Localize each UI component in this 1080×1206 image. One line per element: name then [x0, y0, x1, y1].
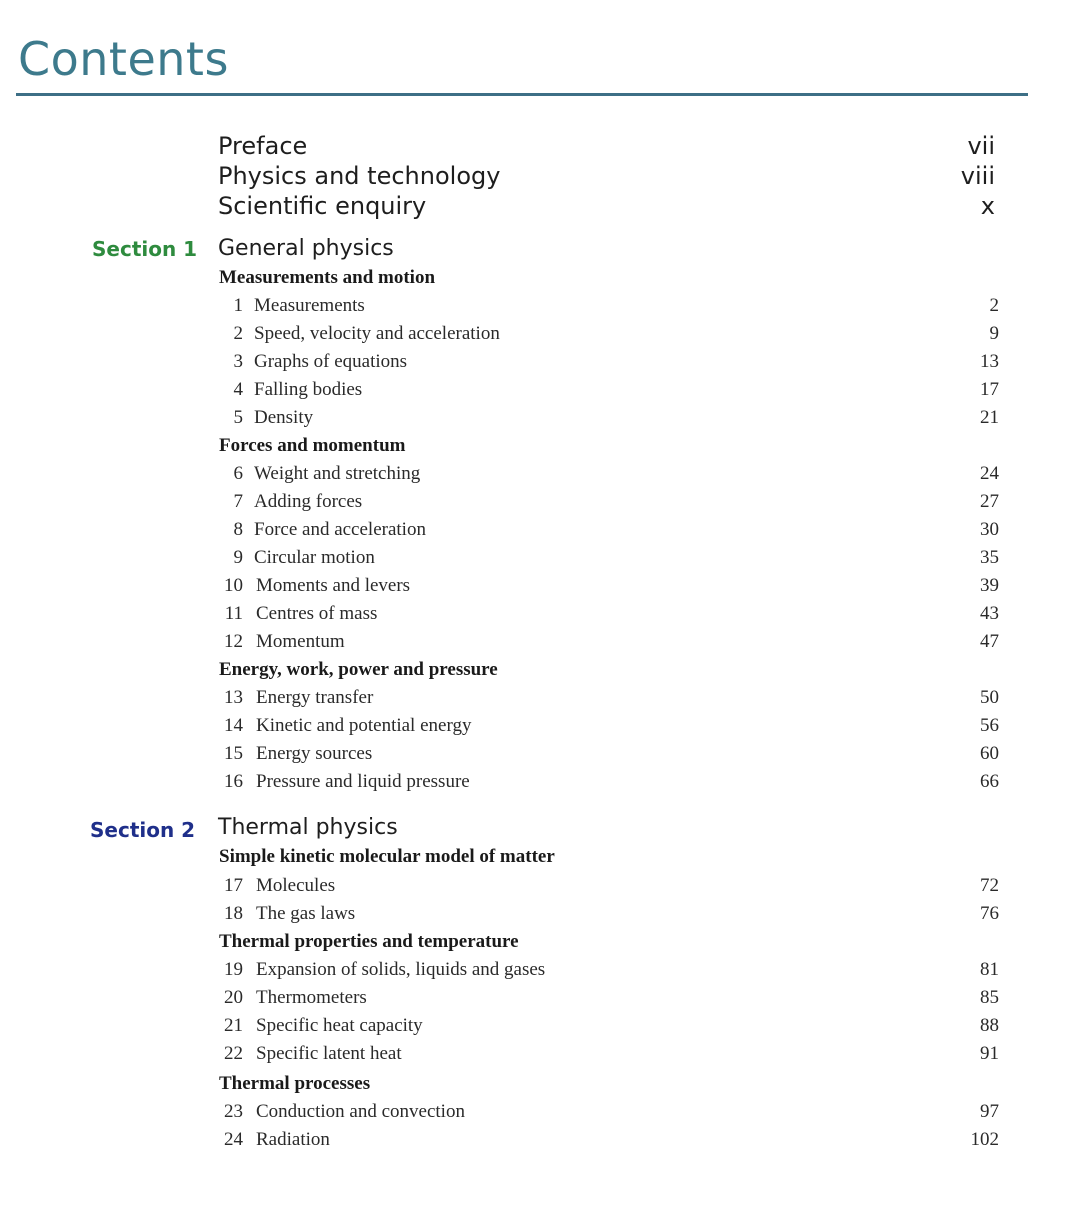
group-heading: Forces and momentum	[219, 435, 406, 456]
group-heading: Thermal processes	[219, 1073, 371, 1094]
chapter-page: 30	[980, 519, 999, 540]
chapter-page: 43	[980, 603, 999, 624]
chapter-page: 21	[980, 407, 999, 428]
chapter-page: 91	[980, 1043, 999, 1064]
chapter-number: 16	[224, 771, 243, 792]
chapter-number: 6	[233, 463, 243, 484]
section-1-label: Section 1	[92, 237, 198, 261]
chapter-entry[interactable]	[0, 460, 1080, 488]
chapter-entry[interactable]	[0, 628, 1080, 656]
chapter-page: 60	[980, 743, 999, 764]
chapter-entry[interactable]	[0, 320, 1080, 348]
chapter-entry[interactable]	[0, 516, 1080, 544]
chapter-title: Specific heat capacity	[256, 1015, 423, 1036]
chapter-title: Circular motion	[254, 547, 375, 568]
chapter-page: 76	[980, 903, 999, 924]
group-heading: Measurements and motion	[219, 267, 436, 288]
chapter-page: 35	[980, 547, 999, 568]
chapter-entry[interactable]	[0, 376, 1080, 404]
chapter-page: 81	[980, 959, 999, 980]
toc-entry-page: viii	[960, 162, 995, 190]
toc-entry-physics-and-technology[interactable]	[0, 161, 1080, 191]
chapter-page: 97	[980, 1101, 999, 1122]
chapter-entry[interactable]	[0, 872, 1080, 900]
chapter-entry[interactable]	[0, 1040, 1080, 1068]
chapter-entry[interactable]	[0, 348, 1080, 376]
chapter-number: 18	[224, 903, 243, 924]
chapter-entry[interactable]	[0, 1012, 1080, 1040]
chapter-page: 24	[980, 463, 999, 484]
section-2-title[interactable]: Thermal physics	[218, 815, 398, 840]
chapter-entry[interactable]	[0, 712, 1080, 740]
chapter-page: 17	[980, 379, 999, 400]
chapter-page: 88	[980, 1015, 999, 1036]
chapter-title: Kinetic and potential energy	[256, 715, 472, 736]
chapter-title: Force and acceleration	[254, 519, 426, 540]
chapter-entry[interactable]	[0, 768, 1080, 796]
chapter-page: 50	[980, 687, 999, 708]
chapter-number: 1	[233, 295, 243, 316]
toc-entry-preface[interactable]	[0, 131, 1080, 161]
title-divider	[16, 93, 1028, 96]
chapter-page: 85	[980, 987, 999, 1008]
chapter-page: 56	[980, 715, 999, 736]
chapter-entry[interactable]	[0, 1126, 1080, 1154]
chapter-number: 3	[233, 351, 243, 372]
chapter-number: 5	[233, 407, 243, 428]
group-heading: Energy, work, power and pressure	[219, 659, 498, 680]
section-2-label: Section 2	[90, 818, 196, 842]
chapter-entry[interactable]	[0, 740, 1080, 768]
toc-entry-page: vii	[967, 132, 995, 160]
chapter-number: 8	[233, 519, 243, 540]
chapter-page: 27	[980, 491, 999, 512]
chapter-title: Density	[254, 407, 314, 428]
page-title: Contents	[18, 32, 229, 86]
chapter-entry[interactable]	[0, 544, 1080, 572]
toc-entry-label: Scientific enquiry	[218, 192, 427, 220]
chapter-entry[interactable]	[0, 956, 1080, 984]
chapter-title: Energy transfer	[256, 687, 374, 708]
chapter-number: 22	[224, 1043, 243, 1064]
chapter-title: Energy sources	[256, 743, 373, 764]
chapter-number: 14	[224, 715, 243, 736]
chapter-entry[interactable]	[0, 684, 1080, 712]
toc-entry-label: Preface	[218, 132, 308, 160]
chapter-page: 39	[980, 575, 999, 596]
chapter-title: The gas laws	[256, 903, 356, 924]
chapter-entry[interactable]	[0, 292, 1080, 320]
chapter-entry[interactable]	[0, 900, 1080, 928]
chapter-number: 20	[224, 987, 243, 1008]
toc-entry-scientific-enquiry[interactable]	[0, 191, 1080, 221]
chapter-number: 4	[233, 379, 243, 400]
chapter-title: Molecules	[256, 875, 336, 896]
chapter-entry[interactable]	[0, 1098, 1080, 1126]
chapter-entry[interactable]	[0, 488, 1080, 516]
chapter-entry[interactable]	[0, 572, 1080, 600]
chapter-title: Measurements	[254, 295, 365, 316]
group-heading: Thermal properties and temperature	[219, 931, 519, 952]
chapter-entry[interactable]	[0, 984, 1080, 1012]
group-heading: Simple kinetic molecular model of matter	[219, 846, 555, 867]
toc-entry-label: Physics and technology	[218, 162, 501, 190]
chapter-number: 11	[224, 603, 243, 624]
chapter-title: Expansion of solids, liquids and gases	[256, 959, 546, 980]
chapter-number: 10	[224, 575, 243, 596]
chapter-number: 21	[224, 1015, 243, 1036]
chapter-number: 9	[233, 547, 243, 568]
chapter-title: Momentum	[256, 631, 345, 652]
chapter-page: 9	[989, 323, 999, 344]
chapter-title: Pressure and liquid pressure	[256, 771, 470, 792]
chapter-title: Graphs of equations	[254, 351, 408, 372]
chapter-title: Moments and levers	[256, 575, 411, 596]
chapter-title: Specific latent heat	[256, 1043, 402, 1064]
chapter-number: 7	[233, 491, 243, 512]
chapter-page: 72	[980, 875, 999, 896]
chapter-title: Thermometers	[256, 987, 367, 1008]
chapter-title: Weight and stretching	[254, 463, 421, 484]
chapter-page: 66	[980, 771, 999, 792]
chapter-number: 13	[224, 687, 243, 708]
chapter-entry[interactable]	[0, 600, 1080, 628]
chapter-title: Falling bodies	[254, 379, 363, 400]
chapter-number: 23	[224, 1101, 243, 1122]
chapter-page: 102	[970, 1129, 999, 1150]
chapter-title: Speed, velocity and acceleration	[254, 323, 500, 344]
chapter-page: 13	[980, 351, 999, 372]
chapter-number: 12	[224, 631, 243, 652]
chapter-page: 2	[989, 295, 999, 316]
chapter-title: Adding forces	[254, 491, 363, 512]
chapter-number: 24	[224, 1129, 243, 1150]
chapter-title: Centres of mass	[256, 603, 378, 624]
chapter-entry[interactable]	[0, 404, 1080, 432]
section-1-title[interactable]: General physics	[218, 236, 394, 261]
chapter-number: 2	[233, 323, 243, 344]
chapter-title: Radiation	[256, 1129, 330, 1150]
toc-entry-page: x	[980, 192, 995, 220]
chapter-page: 47	[980, 631, 999, 652]
chapter-number: 19	[224, 959, 243, 980]
chapter-number: 17	[224, 875, 243, 896]
chapter-number: 15	[224, 743, 243, 764]
chapter-title: Conduction and convection	[256, 1101, 465, 1122]
